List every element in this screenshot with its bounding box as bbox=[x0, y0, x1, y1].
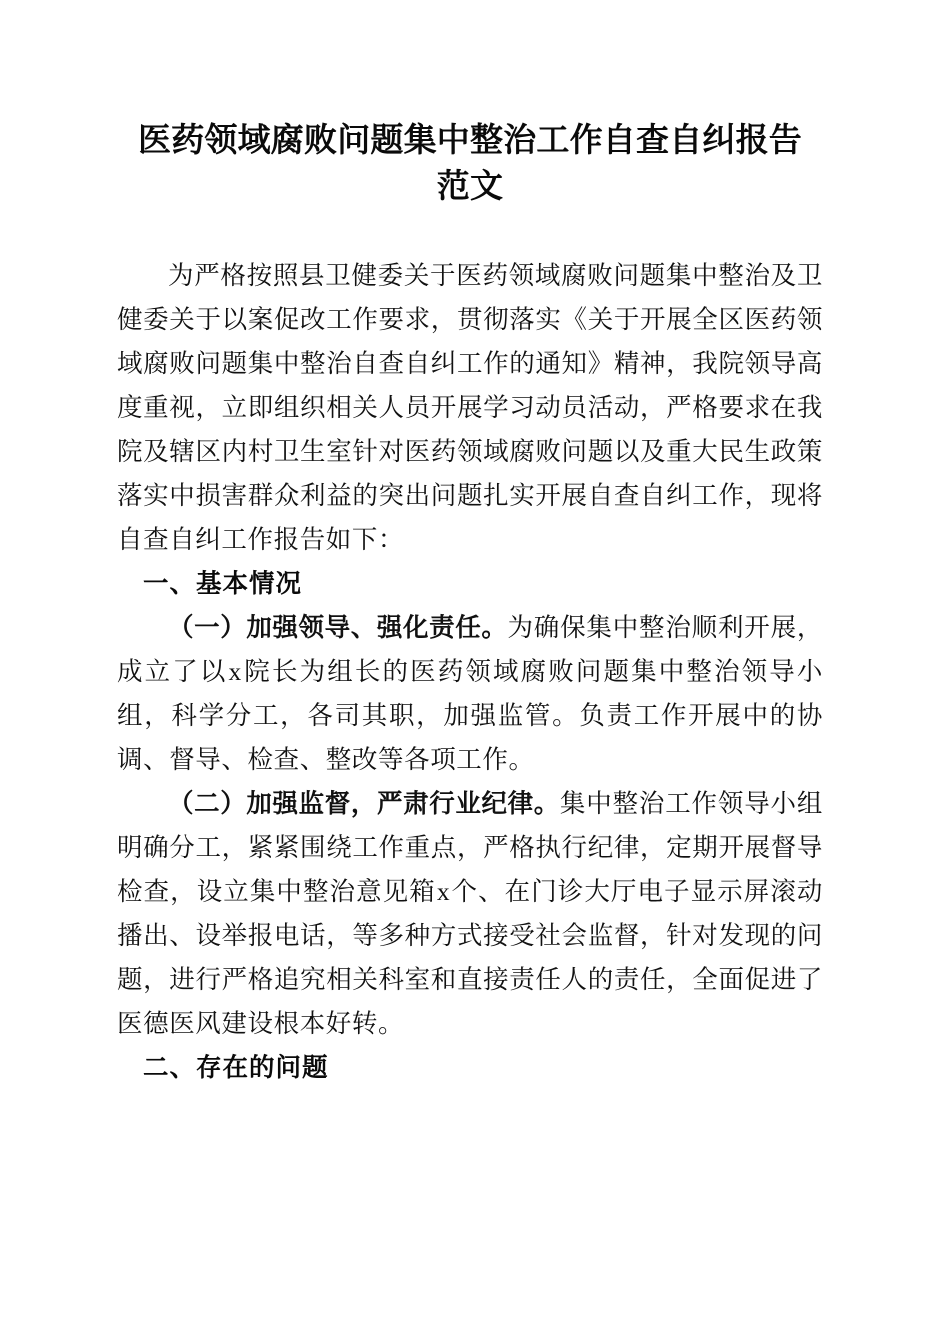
document-title-line-1: 医药领域腐败问题集中整治工作自查自纠报告 bbox=[138, 123, 802, 159]
item-two-paragraph bbox=[117, 782, 823, 1046]
item-two-lead: （二）加强监督，严肃行业纪律。 bbox=[168, 789, 560, 819]
item-one-text-before: 为确保集中整治顺利开展，成立了以 bbox=[117, 613, 824, 687]
item-two-text-after: 个、在门诊大厅电子显示屏滚动播出、设举报电话，等多种方式接受社会监督，针对发现的问题，进行严格追究相关科室和直接责任人的责任，全面促进了医德医风建设根本好转。 bbox=[117, 877, 824, 1039]
item-one-lead: （一）加强领导、强化责任。 bbox=[168, 613, 508, 643]
document-title-line-2: 范文 bbox=[436, 169, 504, 205]
section-heading-two: 二、存在的问题 bbox=[143, 1054, 329, 1082]
item-one-variable: x bbox=[228, 657, 242, 686]
item-two-text-before: 集中整治工作领导小组明确分工，紧紧围绕工作重点，严格执行纪律，定期开展督导检查，设立集中整治意见箱 bbox=[117, 789, 823, 907]
intro-paragraph bbox=[117, 254, 823, 562]
section-heading-one: 一、基本情况 bbox=[143, 570, 303, 598]
document-title bbox=[117, 118, 823, 210]
document-content bbox=[117, 118, 823, 1090]
item-two-variable: x bbox=[436, 877, 451, 906]
item-one-paragraph bbox=[117, 606, 823, 782]
item-one-text-after: 院长为组长的医药领域腐败问题集中整治领导小组，科学分工，各司其职，加强监管。负责工作开展中的协调、督导、检查、整改等各项工作。 bbox=[117, 657, 823, 775]
intro-paragraph-text: 为严格按照县卫健委关于医药领域腐败问题集中整治及卫健委关于以案促改工作要求，贯彻落实《关于开展全区医药领域腐败问题集中整治自查自纠工作的通知》精神，我院领导高度重视，立即组织相关人员开展学习动员活动，严格要求在我院及辖区内村卫生室针对医药领域腐败问题以及重大民生政策落实中损害群众利益的突出问题扎实开展自查自纠工作，现将自查自纠工作报告如下： bbox=[117, 261, 823, 555]
